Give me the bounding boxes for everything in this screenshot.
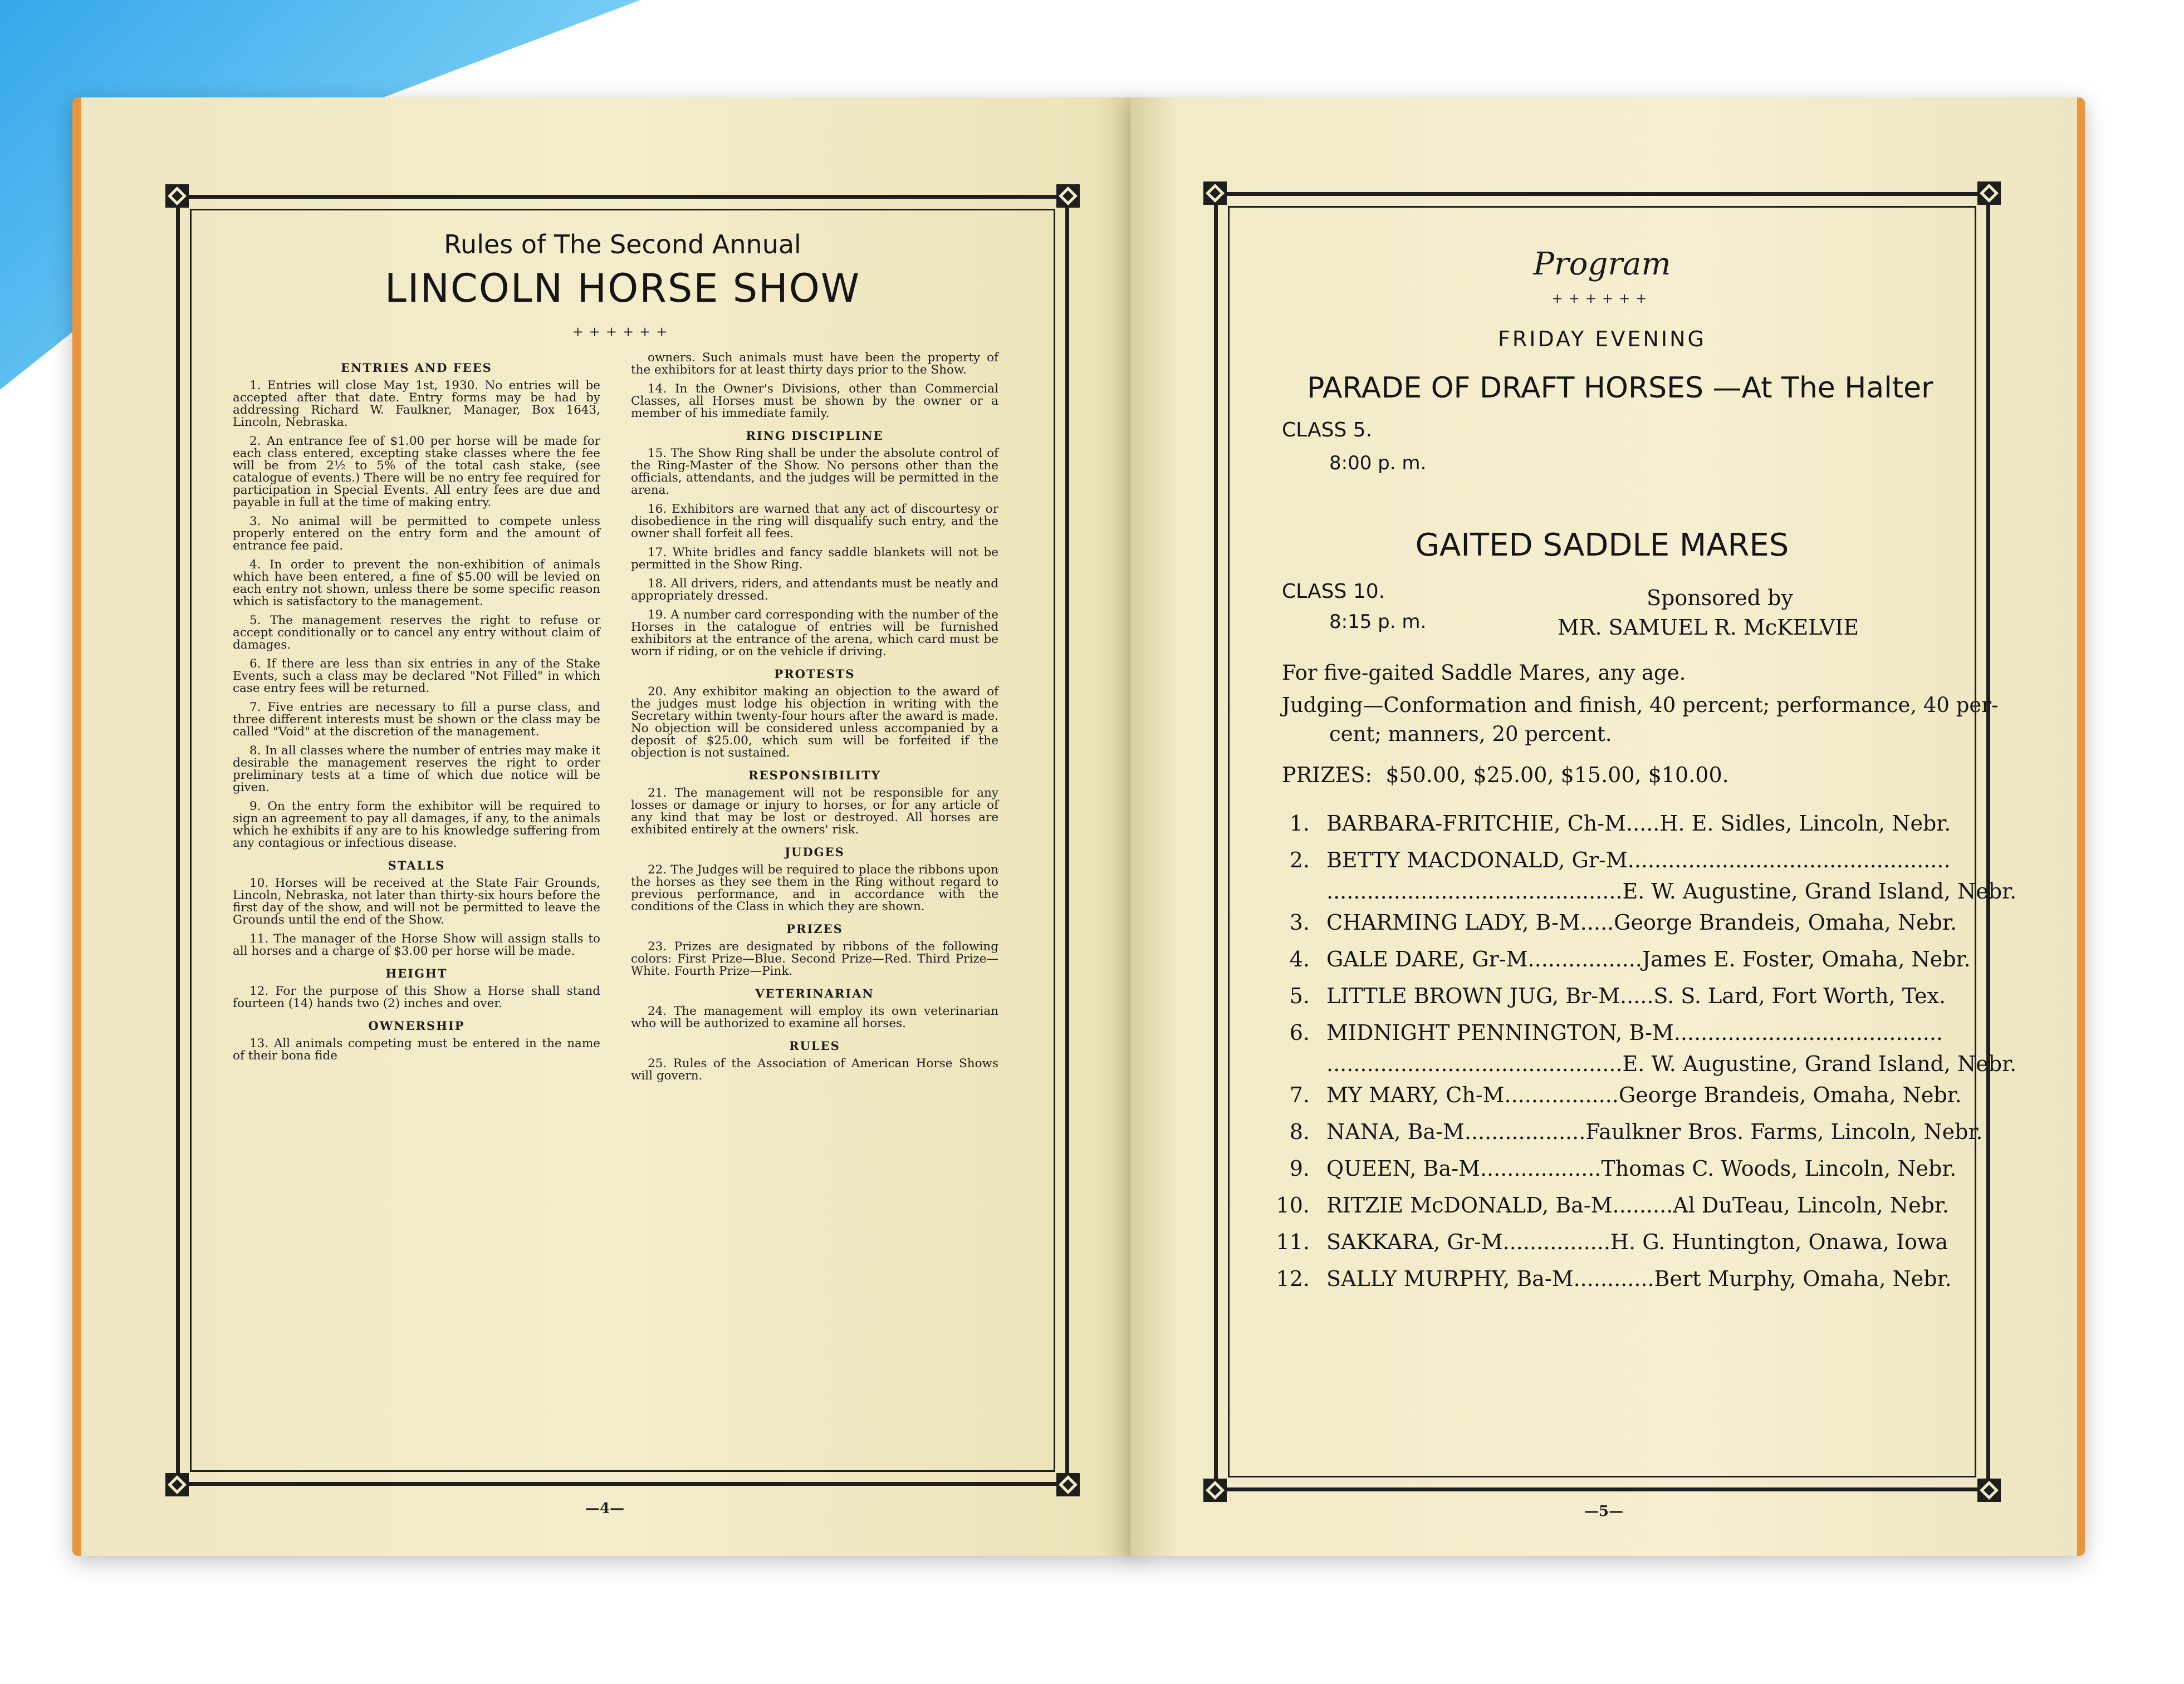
rule-paragraph: 13. All animals competing must be entered in the name of their bona fide: [233, 1037, 600, 1063]
rule-paragraph: owners. Such animals must have been the property of the exhibitors for at least thirty days prior to the Show.: [631, 351, 998, 377]
class5-time: 8:00 p. m.: [1329, 452, 1427, 474]
entry-number: 9.: [1289, 1156, 1310, 1181]
entry-number: 5.: [1289, 984, 1310, 1008]
corner-ornament: [1977, 181, 2001, 205]
rules-subtitle: Rules of The Second Annual: [444, 229, 801, 259]
entry-text: CHARMING LADY, B-M.....George Brandeis, Omaha, Nebr.: [1326, 910, 1957, 935]
rule-paragraph: 4. In order to prevent the non-exhibition of animals which have been entered, a fine of $5.00 will be levied on each entry not shown, unless there be some specific reason which is satisfactory to the management.: [233, 558, 600, 608]
rule-paragraph: 11. The manager of the Horse Show will assign stalls to all horses and a charge of $3.00 per horse will be made.: [233, 932, 600, 958]
rule-paragraph: 14. In the Owner's Divisions, other than Commercial Classes, all Horses must be shown by the owner or a member of his immediate family.: [631, 382, 998, 420]
rules-title: LINCOLN HORSE SHOW: [384, 266, 861, 311]
rule-paragraph: 22. The Judges will be required to place the ribbons upon the horses as they see them in the Ring without regard to previous performance, and in accordance with the conditions of the Class in which they are shown.: [631, 863, 998, 914]
rule-paragraph: 1. Entries will close May 1st, 1930. No entries will be accepted after that date. Entry forms may be had by addressing Richard W. Faulkner, Manager, Box 1643, Lincoln, Nebraska.: [233, 379, 600, 429]
entry-number: 11.: [1276, 1230, 1310, 1254]
corner-ornament: [165, 184, 189, 208]
parade-title: PARADE OF DRAFT HORSES —At The Halter: [1307, 371, 1933, 405]
corner-ornament: [1203, 181, 1227, 205]
entry-number: 6.: [1289, 1020, 1310, 1045]
rule-paragraph: 24. The management will employ its own veterinarian who will be authorized to examine all horses.: [631, 1004, 998, 1030]
rules-column-2: [631, 352, 998, 1089]
judging-line-2: cent; manners, 20 percent.: [1329, 722, 1612, 746]
corner-ornament: [1977, 1479, 2001, 1502]
entry-number: 8.: [1289, 1120, 1310, 1144]
corner-ornament: [1056, 1473, 1080, 1496]
rules-section-heading: STALLS: [388, 858, 445, 872]
left-page: [72, 97, 1139, 1556]
entry-text: MIDNIGHT PENNINGTON, B-M........................................: [1326, 1020, 1943, 1045]
entry-text: BETTY MACDONALD, Gr-M................................................: [1326, 848, 1951, 872]
corner-ornament: [1056, 184, 1080, 208]
entry-text: ............................................E. W. Augustine, Grand Island, Nebr.: [1326, 879, 2017, 904]
rule-paragraph: 12. For the purpose of this Show a Horse shall stand fourteen (14) hands two (2) inches and over.: [233, 984, 600, 1010]
sponsored-by-label: Sponsored by: [1647, 586, 1793, 610]
rule-paragraph: 3. No animal will be permitted to compete unless properly entered on the entry form and the amount of entrance fee paid.: [233, 514, 600, 553]
rule-paragraph: 10. Horses will be received at the State Fair Grounds, Lincoln, Nebraska, not later than thirty-six hours before the first day of the show, and will not be permitted to leave the Grounds until the end of the Show.: [233, 876, 600, 927]
judging-line-1: Judging—Conformation and finish, 40 percent; performance, 40 per-: [1282, 693, 1999, 717]
rule-paragraph: 17. White bridles and fancy saddle blankets will not be permitted in the Show Ring.: [631, 546, 998, 572]
rule-paragraph: 23. Prizes are designated by ribbons of the following colors: First Prize—Blue. Second Prize—Red. Third Prize—White. Fourth Prize—Pink.: [631, 940, 998, 978]
rules-section-heading: ENTRIES AND FEES: [341, 361, 492, 375]
rules-section-heading: RULES: [789, 1039, 840, 1053]
entry-number: 4.: [1289, 947, 1310, 971]
entry-text: QUEEN, Ba-M..................Thomas C. Woods, Lincoln, Nebr.: [1326, 1156, 1957, 1181]
booklet: [72, 97, 2077, 1556]
rules-section-heading: HEIGHT: [385, 966, 448, 980]
rule-paragraph: 8. In all classes where the number of entries may make it desirable the management reserves the right to order preliminary tests at a time of which due notice will be given.: [233, 744, 600, 794]
rules-section-heading: RING DISCIPLINE: [746, 429, 884, 443]
rules-section-heading: VETERINARIAN: [755, 986, 874, 1000]
rule-paragraph: 16. Exhibitors are warned that any act of discourtesy or disobedience in the ring will disqualify such entry, and the owner shall forfeit all fees.: [631, 502, 998, 541]
rule-paragraph: 21. The management will not be responsible for any losses or damage or injury to horses, or for any article of any kind that may be lost or destroyed. All horses are exhibited entirely at the owners' risk.: [631, 786, 998, 837]
title-ornament: ++++++: [572, 324, 673, 340]
entry-text: RITZIE McDONALD, Ba-M.........Al DuTeau, Lincoln, Nebr.: [1326, 1193, 1949, 1217]
prizes-line: PRIZES: $50.00, $25.00, $15.00, $10.00.: [1282, 763, 1729, 787]
rule-paragraph: 15. The Show Ring shall be under the absolute control of the Ring-Master of the Show. No persons other than the officials, attendants, and the judges will be permitted in the arena.: [631, 446, 998, 497]
rule-paragraph: 9. On the entry form the exhibitor will be required to sign an agreement to pay all damages, if any, to the animals which he exhibits if any are to his knowledge suffering from any contagious or infectious disease.: [233, 799, 600, 850]
entry-text: NANA, Ba-M..................Faulkner Bros. Farms, Lincoln, Nebr.: [1326, 1120, 1983, 1144]
entry-text: SAKKARA, Gr-M................H. G. Huntington, Onawa, Iowa: [1326, 1230, 1948, 1254]
class10-time: 8:15 p. m.: [1329, 611, 1427, 633]
right-page-border: [1214, 192, 2017, 1491]
rule-paragraph: 6. If there are less than six entries in any of the Stake Events, such a class may be declared "Not Filled" in which case entry fees will be returned.: [233, 657, 600, 695]
entry-text: SALLY MURPHY, Ba-M............Bert Murphy, Omaha, Nebr.: [1326, 1266, 1952, 1291]
rule-paragraph: 19. A number card corresponding with the number of the Horses in the catalogue of entries will be furnished exhibitors at the entrance of the arena, which card must be worn if riding, or on the vehicle if driving.: [631, 608, 998, 659]
entry-text: ............................................E. W. Augustine, Grand Island, Nebr.: [1326, 1052, 2017, 1076]
program-heading: Program: [1533, 246, 1671, 282]
corner-ornament: [165, 1473, 189, 1496]
rules-section-heading: PROTESTS: [774, 667, 855, 681]
entry-text: MY MARY, Ch-M.................George Brandeis, Omaha, Nebr.: [1326, 1083, 1962, 1107]
rules-section-heading: PRIZES: [786, 922, 843, 936]
program-ornament: ++++++: [1551, 291, 1653, 306]
rule-paragraph: 25. Rules of the Association of American Horse Shows will govern.: [631, 1057, 998, 1083]
entry-number: 1.: [1289, 811, 1310, 836]
entry-number: 12.: [1276, 1266, 1310, 1291]
rule-paragraph: 7. Five entries are necessary to fill a purse class, and three different interests must be shown or the class may be called "Void" at the discretion of the management.: [233, 700, 600, 739]
entry-text: GALE DARE, Gr-M.................James E. Foster, Omaha, Nebr.: [1326, 947, 1971, 971]
entry-number: 10.: [1276, 1193, 1310, 1217]
left-page-border: [176, 195, 1069, 1486]
entry-text: LITTLE BROWN JUG, Br-M.....S. S. Lard, Fort Worth, Tex.: [1326, 984, 1946, 1008]
page-number: —5—: [1584, 1503, 1624, 1520]
rule-paragraph: 5. The management reserves the right to refuse or accept conditionally or to cancel any entry without claim of damages.: [233, 613, 600, 652]
right-page: [1130, 97, 2085, 1556]
page-number: —4—: [585, 1500, 625, 1517]
rules-section-heading: OWNERSHIP: [368, 1019, 465, 1033]
entry-number: 3.: [1289, 910, 1310, 935]
class5-label: CLASS 5.: [1282, 419, 1373, 441]
class10-label: CLASS 10.: [1282, 580, 1385, 603]
class-description: For five-gaited Saddle Mares, any age.: [1282, 661, 1686, 685]
entry-text: BARBARA-FRITCHIE, Ch-M.....H. E. Sidles, Lincoln, Nebr.: [1326, 811, 1951, 836]
rule-paragraph: 2. An entrance fee of $1.00 per horse will be made for each class entered, excepting stake classes where the fee will be from 2½ to 5% of the total cash stake, (see catalogue of events.) There will be no entry fee required for participation in Special Events. All entry fees are due and payable in full at the time of making entry.: [233, 434, 600, 509]
entry-number: 7.: [1289, 1083, 1310, 1107]
day-heading: FRIDAY EVENING: [1498, 327, 1706, 351]
rules-column-1: [233, 352, 600, 1069]
corner-ornament: [1203, 1479, 1227, 1502]
sponsor-name: MR. SAMUEL R. McKELVIE: [1558, 615, 1859, 640]
rules-section-heading: JUDGES: [785, 845, 845, 859]
rule-paragraph: 20. Any exhibitor making an objection to the award of the judges must lodge his objection in writing with the Secretary within twenty-four hours after the award is made. No objection will be considered unless accompanied by a deposit of $25.00, which sum will be forfeited if the objection is not sustained.: [631, 685, 998, 760]
rule-paragraph: 18. All drivers, riders, and attendants must be neatly and appropriately dressed.: [631, 577, 998, 603]
rules-section-heading: RESPONSIBILITY: [748, 768, 881, 782]
mares-title: GAITED SADDLE MARES: [1415, 527, 1789, 563]
entry-number: 2.: [1289, 848, 1310, 872]
